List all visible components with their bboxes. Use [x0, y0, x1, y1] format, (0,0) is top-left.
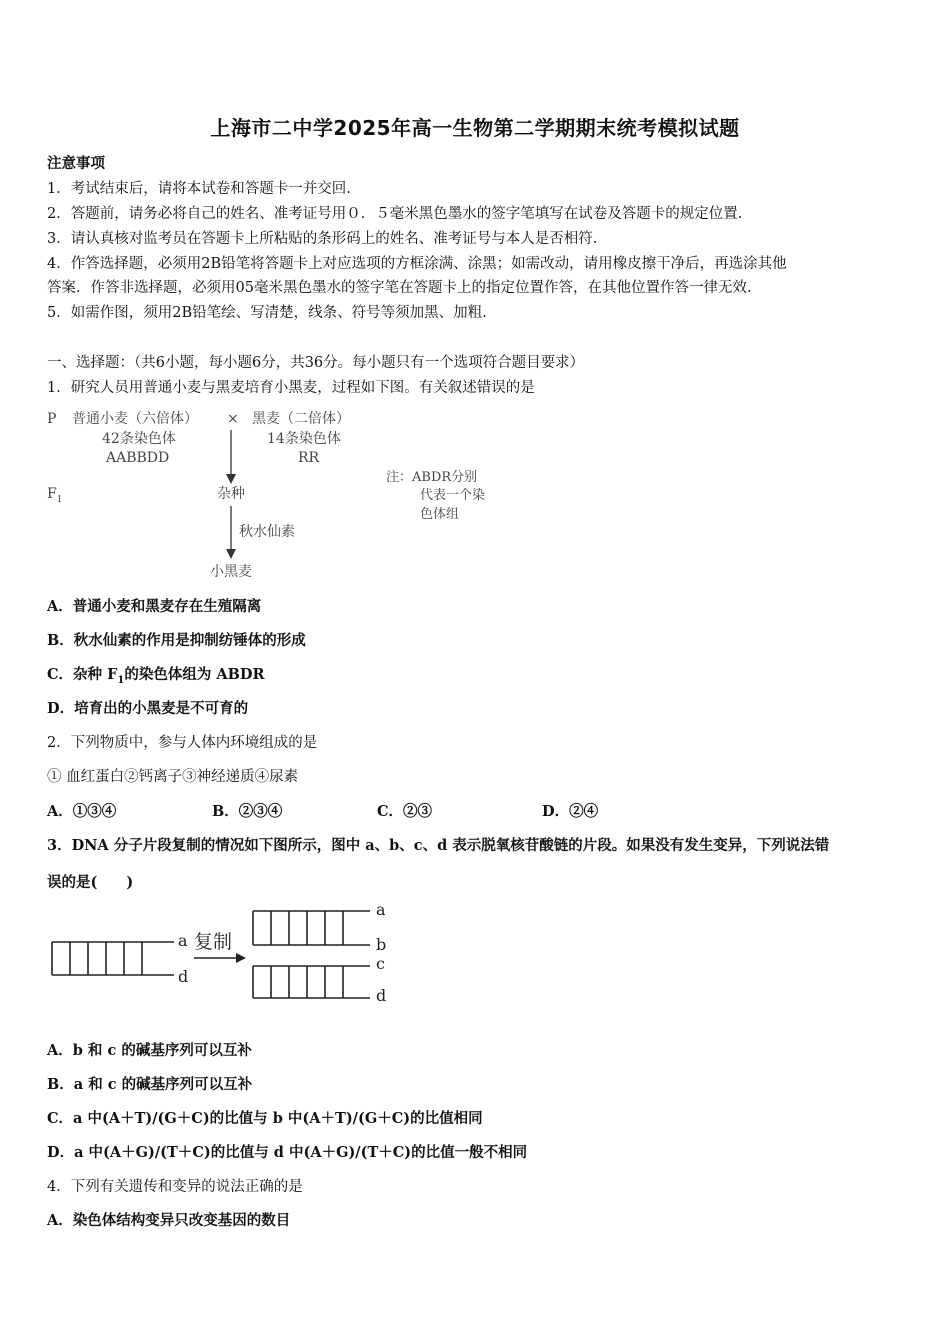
parent1-genome: AABBDD	[106, 450, 170, 466]
parent1-chromosomes: 42条染色体	[102, 431, 176, 447]
parent2-chromosomes: 14条染色体	[267, 431, 341, 447]
notice-heading: 注意事项	[47, 155, 105, 172]
q2-option-a: A．①③④	[47, 803, 117, 820]
q2-option-c: C．②③	[377, 803, 433, 820]
question-1-stem: 1．研究人员用普通小麦与黑麦培育小黑麦，过程如下图。有关叙述错误的是	[47, 380, 535, 396]
out-a-label: a	[376, 900, 386, 919]
q3-option-a: A．b 和 c 的碱基序列可以互补	[47, 1042, 252, 1059]
question-2-items: ① 血红蛋白②钙离子③神经递质④尿素	[47, 769, 299, 785]
parent2-genome: RR	[298, 450, 320, 466]
question-3-stem-cont: 误的是( )	[47, 874, 134, 891]
notice-item: 5．如需作图，须用2B铅笔绘、写清楚，线条、符号等须加黑、加粗.	[47, 305, 487, 321]
out-d-label: d	[376, 986, 387, 1005]
hybrid-label: 杂种	[217, 486, 245, 502]
question-3-stem: 3．DNA 分子片段复制的情况如下图所示，图中 a、b、c、d 表示脱氧核苷酸链的片段。如果没有发生变异，下列说法错	[47, 837, 830, 854]
product-label: 小黑麦	[210, 564, 252, 580]
dna-replication-diagram	[48, 900, 398, 1010]
daughter-dna-2	[253, 966, 370, 998]
q3-option-d: D．a 中(A＋G)/(T＋C)的比值与 d 中(A＋G)/(T＋C)的比值一般不相同	[47, 1144, 528, 1161]
cross-arrow-head	[226, 474, 236, 484]
notice-item: 3．请认真核对监考员在答题卡上所粘贴的条形码上的姓名、准考证号与本人是否相符.	[47, 231, 598, 247]
cross-symbol: ×	[227, 411, 239, 427]
out-b-label: b	[376, 935, 387, 954]
q1-option-c: C．杂种 $F_1$的染色体组为 ABDR	[47, 666, 265, 686]
notice-item: 答案．作答非选择题，必须用05毫米黑色墨水的签字笔在答题卡上的指定位置作答，在其他位置作答一律无效.	[47, 280, 752, 296]
notice-item: 4．作答选择题，必须用2B铅笔将答题卡上对应选项的方框涂满、涂黑；如需改动，请用橡皮擦干净后，再选涂其他	[47, 256, 787, 272]
strand-d-label: d	[178, 967, 189, 986]
page-title: 上海市二中学2025年高一生物第二学期期末统考模拟试题	[210, 116, 740, 140]
q1-option-b: B．秋水仙素的作用是抑制纺锤体的形成	[47, 632, 306, 649]
question-4-stem: 4．下列有关遗传和变异的说法正确的是	[47, 1179, 303, 1195]
treatment-label: 秋水仙素	[239, 524, 295, 540]
q2-option-b: B．②③④	[212, 803, 283, 820]
strand-a-label: a	[178, 931, 188, 950]
p-label: P	[47, 411, 57, 427]
diagram-note: 代表一个染	[420, 488, 486, 503]
notice-item: 2．答题前，请务必将自己的姓名、准考证号用０．５毫米黑色墨水的签字笔填写在试卷及答题卡的规定位置.	[47, 206, 743, 222]
replication-label: 复制	[194, 931, 233, 953]
diagram-note: 色体组	[420, 507, 460, 522]
q1-option-a: A．普通小麦和黑麦存在生殖隔离	[47, 598, 262, 615]
daughter-dna-1	[253, 911, 370, 945]
notice-item: 1．考试结束后，请将本试卷和答题卡一并交回.	[47, 181, 351, 197]
treatment-arrow-head	[226, 549, 236, 559]
q3-option-b: B．a 和 c 的碱基序列可以互补	[47, 1076, 253, 1093]
f1-label: $F_1$	[47, 486, 63, 505]
section-heading: 一、选择题：（共6小题，每小题6分，共36分。每小题只有一个选项符合题目要求）	[47, 355, 585, 371]
q3-option-c: C．a 中(A＋T)/(G＋C)的比值与 b 中(A＋T)/(G＋C)的比值相同	[47, 1110, 483, 1127]
parent2-name: 黑麦（二倍体）	[252, 411, 350, 427]
parent1-name: 普通小麦（六倍体）	[72, 411, 198, 427]
q1-option-d: D．培育出的小黑麦是不可育的	[47, 700, 249, 717]
question-2-stem: 2．下列物质中，参与人体内环境组成的是	[47, 735, 318, 751]
q4-option-a: A．染色体结构变异只改变基因的数目	[47, 1212, 291, 1229]
replication-arrow-head	[236, 953, 246, 963]
wheat-breeding-diagram	[40, 402, 520, 587]
parent-dna	[52, 942, 174, 975]
diagram-note: 注：ABDR分别	[386, 470, 478, 485]
out-c-label: c	[376, 954, 385, 973]
q2-option-d: D．②④	[542, 803, 599, 820]
